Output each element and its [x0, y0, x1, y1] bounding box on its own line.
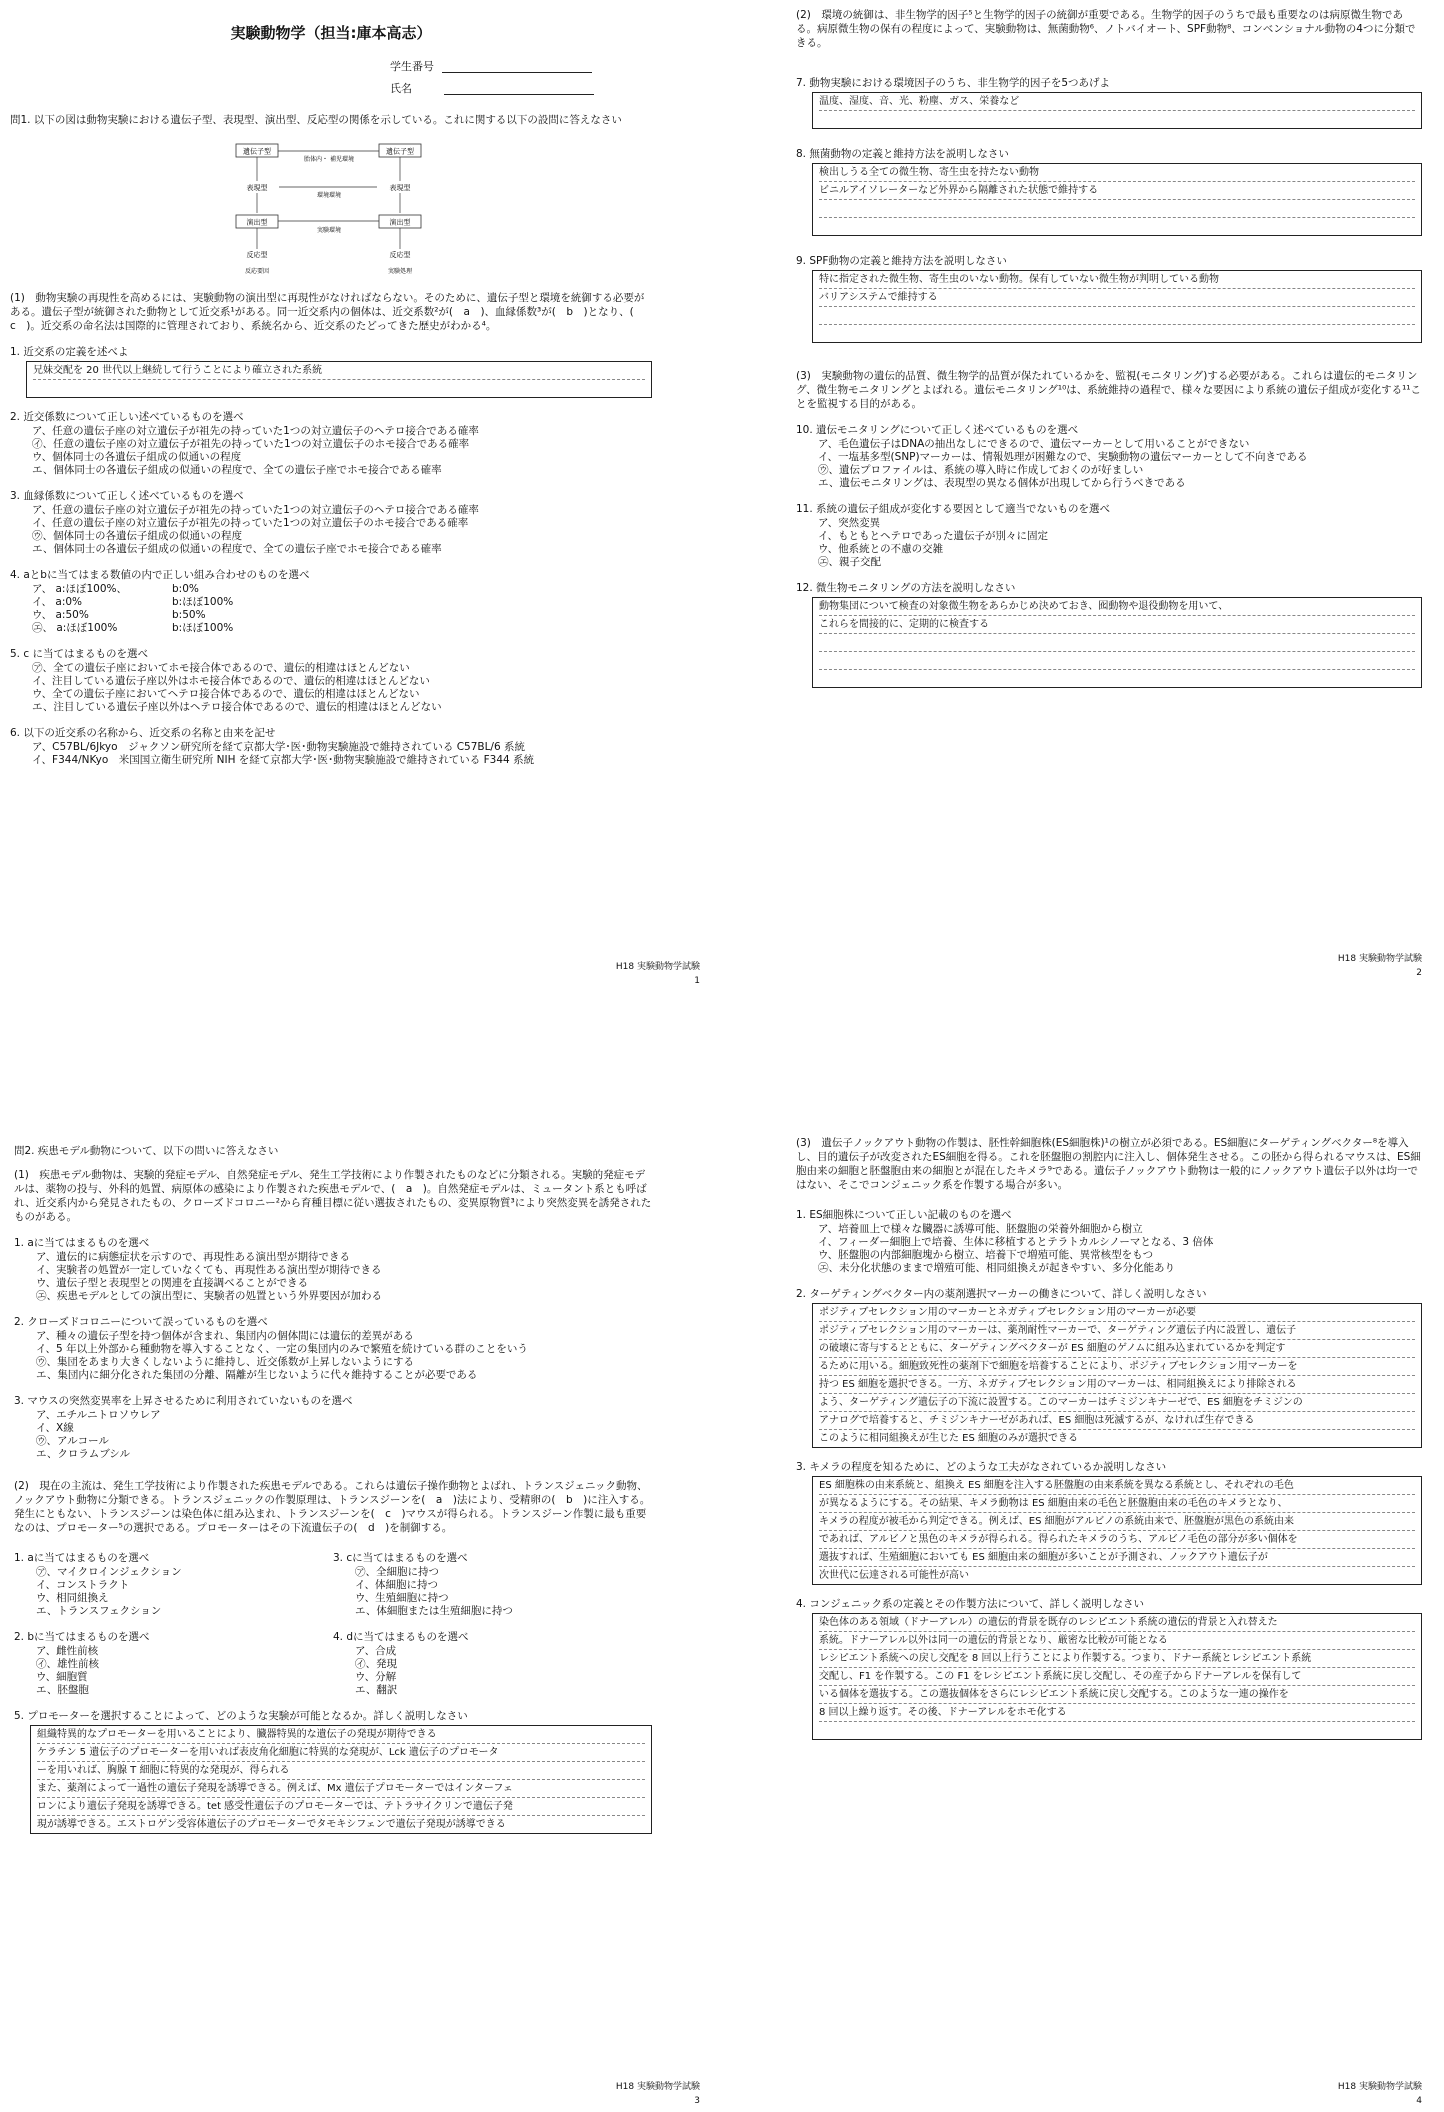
option[interactable]: ウ、他系統との不慮の交雑 — [818, 543, 944, 555]
option[interactable]: エ、翻訳 — [355, 1684, 398, 1696]
option[interactable]: イ、注目している遺伝子座以外はホモ接合体であるので、遺伝的相違はほとんどない — [32, 675, 430, 687]
question-11: 11. 系統の遺伝子組成が変化する要因として適当でないものを選べ — [796, 503, 1111, 515]
page-number: 3 — [694, 2096, 700, 2106]
options-s3 — [355, 1566, 652, 1618]
question-4-2: 2. ターゲティングベクター内の薬剤選択マーカーの働きについて、詳しく説明しなさい — [796, 1288, 1207, 1300]
footer-text: H18 実験動物学試験 — [1337, 2082, 1422, 2092]
diagram-reaction-right: 反応型 — [389, 251, 411, 259]
exam-title: 実験動物学（担当:庫本高志） — [230, 24, 432, 42]
diagram-exp-env: 実験環境 — [316, 227, 342, 234]
option[interactable]: ㋒、個体同士の各遺伝子組成の似通いの程度 — [32, 530, 242, 542]
answer-line: 系統。ドナーアレル以外は同一の遺伝的背景となり、厳密な比較が可能となる — [819, 1632, 1415, 1650]
question-1-5: 5. c に当てはまるものを選べ — [10, 648, 148, 660]
answer-line: ロンにより遺伝子発現を誘導できる。tet 感受性遺伝子のプロモーターでは、テトラサイクリンで遺伝子発 — [37, 1798, 645, 1816]
answer-line: 組織特異的なプロモーターを用いることにより、臓器特異的な遺伝子の発現が期待できる — [37, 1726, 645, 1744]
options-4-1 — [818, 1223, 1422, 1275]
option[interactable]: イ、フィーダー細胞上で培養、生体に移植するとテラトカルシノーマとなる、3 倍体 — [818, 1236, 1214, 1248]
page-number: 4 — [1416, 2096, 1422, 2106]
question-1-2: 2. 近交係数について正しい述べているものを選べ — [10, 411, 244, 423]
diagram-label-a: 反応要因 — [244, 268, 270, 275]
options-1-6 — [32, 741, 652, 767]
student-number-label: 学生番号 — [390, 60, 434, 73]
student-number-field[interactable] — [390, 55, 652, 77]
answer-line: 8 回以上繰り返す。その後、ドナーアレルをホモ化する — [819, 1704, 1415, 1722]
answer-line: 選抜すれば、生殖細胞においても ES 細胞由来の細胞が多いことが予測され、ノックアウト遺伝子が — [819, 1549, 1415, 1567]
option[interactable]: エ、クロラムブシル — [36, 1448, 131, 1460]
page-footer — [616, 2080, 700, 2108]
answer-line: ES 細胞株の由来系統と、組換え ES 細胞を注入する胚盤胞の由来系統を異なる系統とし、それぞれの毛色 — [819, 1477, 1415, 1495]
sub-question-row-1 — [14, 1539, 652, 1618]
option[interactable]: エ、体細胞または生殖細胞に持つ — [355, 1605, 513, 1617]
answer-box-2-5[interactable] — [30, 1725, 652, 1834]
page-number: 1 — [694, 976, 700, 986]
option-b: b:50% — [172, 609, 206, 621]
answer-box-12[interactable] — [812, 597, 1422, 688]
option[interactable]: イ、もともとヘテロであった遺伝子が別々に固定 — [818, 530, 1048, 542]
exam-page-4 — [722, 1056, 1444, 2112]
option[interactable]: エ、胚盤胞 — [36, 1684, 89, 1696]
question-2-5: 5. プロモーターを選択することによって、どのような実験が可能となるか。詳しく説明しなさい — [14, 1710, 468, 1722]
answer-line — [819, 1722, 1415, 1739]
options-2-2 — [36, 1330, 652, 1382]
paragraph-1: (1) 動物実験の再現性を高めるには、実験動物の演出型に再現性がなければならない。そのために、遺伝子型と環境を統御する必要がある。遺伝子型が統御された動物として近交系¹がある。同一近交系内の個体は、近交系数²が( a )、血縁係数³が( b )となり、( c )。近交系の命名法は国際的に管理されており、系統名から、近交系のたどってきた歴史がわかる⁴。 — [10, 292, 645, 332]
answer-box-4-4[interactable] — [812, 1613, 1422, 1740]
options-11 — [818, 517, 1422, 569]
answer-line: が異なるようにする。その結果、キメラ動物は ES 細胞由来の毛色と胚盤胞由来の毛色のキメラとなり、 — [819, 1495, 1415, 1513]
question-1-1: 1. 近交系の定義を述べよ — [10, 346, 129, 358]
answer-line — [819, 307, 1415, 325]
option[interactable]: エ、遺伝モニタリングは、表現型の異なる個体が出現してから行うべきである — [818, 477, 1186, 489]
answer-line: 持つ ES 細胞を選択できる。一方、ネガティブセレクション用のマーカーは、相同組換えにより排除される — [819, 1376, 1415, 1394]
sub-question-2: 2. bに当てはまるものを選べ — [14, 1631, 150, 1643]
paragraph-2: (2) 環境の統御は、非生物学的因子⁵と生物学的因子の統御が重要である。生物学的因子のうちで最も重要なのは病原微生物である。病原微生物の保有の程度によって、実験動物は、無菌動物⁶、ノトバイオート、SPF動物⁸、コンベンショナル動物の4つに分類できる。 — [796, 9, 1416, 49]
option[interactable] — [32, 596, 652, 609]
answer-line: 温度、湿度、音、光、粉塵、ガス、栄養など — [819, 93, 1415, 111]
paragraph-4-3: (3) 遺伝子ノックアウト動物の作製は、胚性幹細胞株(ES細胞株)¹の樹立が必須である。ES細胞にターゲティングベクター⁸を導入し、目的遺伝子が改変されたES細胞を得る。これを胚盤胞の割腔内に注入し、個体発生させる。この胚から得られるマウスは、ES細胞由来の細胞と胚盤胞由来の細胞とが混在したキメラ⁹である。遺伝子ノックアウト動物は一般的にノックアウト遺伝子以外は均一ではない、そこでコンジェニック系を作製する場合が多い。 — [796, 1137, 1421, 1191]
option[interactable]: エ、個体同士の各遺伝子組成の似通いの程度で、全ての遺伝子座でホモ接合である確率 — [32, 543, 442, 555]
question-1-6: 6. 以下の近交系の名称から、近交系の名称と由来を記せ — [10, 727, 276, 739]
answer-line: レシピエント系統への戻し交配を 8 回以上行うことにより作製する。つまり、ドナー系統とレシピエント系統 — [819, 1650, 1415, 1668]
option[interactable]: ウ、細胞質 — [36, 1671, 88, 1683]
answer-line: 染色体のある領域（ドナーアレル）の遺伝的背景を既存のレシピエント系統の遺伝的背景と入れ替えた — [819, 1614, 1415, 1632]
option-a: イ、 a:0% — [32, 596, 83, 608]
diagram-pheno-left: 表現型 — [246, 184, 268, 192]
option[interactable]: イ、コンストラクト — [36, 1579, 130, 1591]
answer-box-4-3[interactable] — [812, 1476, 1422, 1585]
option[interactable]: ㋓、疾患モデルとしての演出型に、実験者の処置という外界要因が加わる — [36, 1290, 382, 1302]
option[interactable]: ㋒、アルコール — [36, 1435, 109, 1447]
option: イ、F344/NKyo 米国国立衛生研究所 NIH を経て京都大学･医･動物実験施設で維持されている F344 系統 — [32, 754, 535, 766]
answer-box-9[interactable] — [812, 270, 1422, 343]
diagram-env2: 環境環境 — [316, 192, 342, 199]
answer-line — [819, 634, 1415, 652]
option[interactable] — [32, 622, 652, 635]
answer-box-1-1[interactable] — [26, 361, 652, 398]
option[interactable]: エ、注目している遺伝子座以外はヘテロ接合体であるので、遺伝的相違はほとんどない — [32, 701, 442, 713]
option[interactable]: ㋑、雄性前核 — [36, 1658, 99, 1670]
option[interactable]: ア、エチルニトロソウレア — [36, 1409, 161, 1421]
options-s2 — [36, 1645, 333, 1697]
option[interactable]: ㋐、マイクロインジェクション — [36, 1566, 182, 1578]
answer-line: 検出しうる全ての微生物、寄生虫を持たない動物 — [819, 164, 1415, 182]
option[interactable]: ウ、分解 — [355, 1671, 397, 1683]
page-number: 2 — [1416, 968, 1422, 978]
answer-line: ビニルアイソレーターなど外界から隔離された状態で維持する — [819, 182, 1415, 200]
answer-box-4-2[interactable] — [812, 1303, 1422, 1448]
option[interactable]: ア、種々の遺伝子型を持つ個体が含まれ、集団内の個体間には遺伝的差異がある — [36, 1330, 414, 1342]
option-b: b:ほぼ100% — [172, 596, 234, 608]
answer-line: バリアシステムで維持する — [819, 289, 1415, 307]
answer-line: これらを間接的に、定期的に検査する — [819, 616, 1415, 634]
options-2-1 — [36, 1251, 652, 1303]
diagram-label-b: 実験処理 — [387, 268, 413, 275]
question-12: 12. 微生物モニタリングの方法を説明しなさい — [796, 582, 1016, 594]
option-b: b:0% — [172, 583, 199, 595]
options-1-3 — [32, 504, 652, 556]
answer-line: キメラの程度が被毛から判定できる。例えば、ES 細胞がアルビノの系統由来で、胚盤胞が黒色の系統由来 — [819, 1513, 1415, 1531]
diagram-pheno-right: 表現型 — [389, 184, 411, 192]
answer-line: よう、ターゲティング遺伝子の下流に設置する。このマーカーはチミジンキナーゼで、ES 細胞をチミジンの — [819, 1394, 1415, 1412]
options-1-5 — [32, 662, 652, 714]
option[interactable]: ㋒、集団をあまり大きくしないように維持し、近交係数が上昇しないようにする — [36, 1356, 414, 1368]
diagram-dramatype-right: 演出型 — [389, 218, 411, 227]
answer-line: 交配し、F1 を作製する。この F1 をレシピエント系統に戻し交配し、その産子からドナーアレルを保有して — [819, 1668, 1415, 1686]
option[interactable]: イ、体細胞に持つ — [355, 1579, 439, 1591]
question-4-3: 3. キメラの程度を知るために、どのような工夫がなされているか説明しなさい — [796, 1461, 1167, 1473]
option[interactable]: ウ、全ての遺伝子座においてヘテロ接合体であるので、遺伝的相違はほとんどない — [32, 688, 420, 700]
answer-line: るために用いる。細胞致死性の薬剤下で細胞を培養することにより、ポジティブセレクション用マーカーを — [819, 1358, 1415, 1376]
question-1-3: 3. 血縁係数について正しく述べているものを選べ — [10, 490, 244, 502]
sub-question-3: 3. cに当てはまるものを選べ — [333, 1552, 468, 1564]
option[interactable]: ㋒、遺伝プロファイルは、系統の導入時に作成しておくのが好ましい — [818, 464, 1144, 476]
answer-line: いる個体を選抜する。この選抜個体をさらにレシピエント系統に戻し交配する。このような一連の操作を — [819, 1686, 1415, 1704]
option[interactable]: イ、5 年以上外部から種動物を導入することなく、一定の集団内のみで繁殖を続けている群のことをいう — [36, 1343, 528, 1355]
option[interactable]: イ、一塩基多型(SNP)マーカーは、情報処理が困難なので、実験動物の遺伝マーカーとして不向きである — [818, 451, 1308, 463]
diagram-gene-left: 遺伝子型 — [243, 147, 271, 156]
option[interactable]: ア、任意の遺伝子座の対立遺伝子が祖先の持っていた1つの対立遺伝子のヘテロ接合である確率 — [32, 425, 479, 437]
diagram-env-mid: 胎体内・ 補児環境 — [304, 156, 354, 163]
answer-line: また、薬剤によって一過性の遺伝子発現を誘導できる。例えば、Mx 遺伝子プロモーターではインターフェ — [37, 1780, 645, 1798]
answer-box-7[interactable] — [812, 92, 1422, 129]
options-s1 — [36, 1566, 333, 1618]
option[interactable]: ㋐、全細胞に持つ — [355, 1566, 439, 1578]
sub-question-1: 1. aに当てはまるものを選べ — [14, 1552, 150, 1564]
option-a: ㋓、 a:ほぼ100% — [32, 622, 118, 634]
options-2-3 — [36, 1409, 652, 1461]
options-s4 — [355, 1645, 652, 1697]
name-label: 氏名 — [390, 82, 412, 95]
page-footer — [1338, 2080, 1422, 2108]
answer-line: ーを用いれば、胸腺 T 細胞に特異的な発現が、得られる — [37, 1762, 645, 1780]
option[interactable]: ㋓、親子交配 — [818, 556, 881, 568]
options-1-2 — [32, 425, 652, 477]
option[interactable]: ㋐、全ての遺伝子座においてホモ接合体であるので、遺伝的相違はほとんどない — [32, 662, 410, 674]
name-field[interactable] — [390, 77, 652, 99]
paragraph-3-1: (1) 疾患モデル動物は、実験的発症モデル、自然発症モデル、発生工学技術により作製されたものなどに分類される。実験的発症モデルは、薬物の投与、外科的処置、病原体の感染により作製された疾患モデルで、( a )。自然発症モデルは、ミュータント系とも呼ばれ、近交系内から発見されたもの、クローズドコロニー²から育種目標に従い選抜されたもの、変異原物質³により突然変異を誘発されたものがある。 — [14, 1169, 652, 1223]
option[interactable]: エ、集団内に細分化された集団の分離、隔離が生じないように代々維持することが必要である — [36, 1369, 478, 1381]
question-2-intro: 問2. 疾患モデル動物について、以下の問いに答えなさい — [14, 1145, 279, 1157]
exam-page-2 — [722, 0, 1444, 1056]
option[interactable]: ㋑、発現 — [355, 1658, 397, 1670]
option-a: ウ、 a:50% — [32, 609, 89, 621]
options-1-4 — [32, 583, 652, 635]
diagram-gene-right: 遺伝子型 — [386, 147, 414, 156]
answer-line: の破壊に寄与するとともに、ターゲティングベクターが ES 細胞のゲノムに組み込まれているかを判定す — [819, 1340, 1415, 1358]
option[interactable] — [32, 583, 652, 596]
option[interactable]: ア、雌性前核 — [36, 1645, 99, 1657]
answer-line — [819, 670, 1415, 687]
footer-text: H18 実験動物学試験 — [615, 2082, 700, 2092]
genotype-phenotype-diagram — [231, 141, 431, 281]
answer-line: 兄妹交配を 20 世代以上継続して行うことにより確立された系統 — [33, 362, 645, 380]
option[interactable]: ウ、相同組換え — [36, 1592, 109, 1604]
answer-line: 動物集団について検査の対象微生物をあらかじめ決めておき、囮動物や退役動物を用いて、 — [819, 598, 1415, 616]
option-b: b:ほぼ100% — [172, 622, 234, 634]
answer-line: ケラチン 5 遺伝子のプロモーターを用いれば表皮角化細胞に特異的な発現が、Lck 遺伝子のプロモータ — [37, 1744, 645, 1762]
option[interactable]: ア、任意の遺伝子座の対立遺伝子が祖先の持っていた1つの対立遺伝子のヘテロ接合である確率 — [32, 504, 479, 516]
option[interactable]: ウ、生殖細胞に持つ — [355, 1592, 449, 1604]
answer-line — [819, 200, 1415, 218]
option-a: ア、 a:ほぼ100%、 — [32, 583, 127, 595]
question-2-3: 3. マウスの突然変異率を上昇させるために利用されていないものを選べ — [14, 1395, 353, 1407]
diagram-reaction-left: 反応型 — [246, 251, 268, 259]
question-8: 8. 無菌動物の定義と維持方法を説明しなさい — [796, 148, 1009, 160]
answer-line — [819, 111, 1415, 128]
question-2-1: 1. aに当てはまるものを選べ — [14, 1237, 150, 1249]
option[interactable]: ア、突然変異 — [818, 517, 881, 529]
student-fields — [390, 55, 652, 99]
answer-line — [819, 325, 1415, 342]
option[interactable]: ア、遺伝的に病態症状を示すので、再現性ある演出型が期待できる — [36, 1251, 350, 1263]
option[interactable] — [32, 609, 652, 622]
option[interactable]: エ、トランスフェクション — [36, 1605, 162, 1617]
option[interactable]: ア、毛色遺伝子はDNAの抽出なしにできるので、遺伝マーカーとして用いることができない — [818, 438, 1250, 450]
answer-line: 次世代に伝達される可能性が高い — [819, 1570, 969, 1581]
answer-line — [819, 218, 1415, 235]
option[interactable]: エ、個体同士の各遺伝子組成の似通いの程度で、全ての遺伝子座でホモ接合である確率 — [32, 464, 442, 476]
page-footer — [616, 960, 700, 988]
paragraph-3: (3) 実験動物の遺伝的品質、微生物学的品質が保たれているかを、監視(モニタリング)する必要がある。これらは遺伝的モニタリング、微生物モニタリングとよばれる。遺伝モニタリング¹⁰は、系統維持の過程で、様々な要因により系統の遺伝子組成が変化する¹¹ことを監視する目的がある。 — [796, 370, 1421, 410]
answer-box-8[interactable] — [812, 163, 1422, 236]
exam-page-3 — [0, 1056, 722, 2112]
options-10 — [818, 438, 1422, 490]
answer-line: 現が誘導できる。エストロゲン受容体遺伝子のプロモーターでタモキシフェンで遺伝子発現が誘導できる — [37, 1819, 506, 1830]
option[interactable]: イ、X線 — [36, 1422, 74, 1434]
answer-line — [33, 380, 645, 397]
answer-line: アナログで培養すると、チミジンキナーゼがあれば、ES 細胞は死滅するが、なければ生存できる — [819, 1412, 1415, 1430]
footer-text: H18 実験動物学試験 — [1337, 954, 1422, 964]
answer-line: であれば、アルビノと黒色のキメラが得られる。得られたキメラのうち、アルビノ毛色の部分が多い個体を — [819, 1531, 1415, 1549]
answer-line — [819, 652, 1415, 670]
question-4-1: 1. ES細胞株について正しい記載のものを選べ — [796, 1209, 1012, 1221]
exam-page-1 — [0, 0, 722, 1056]
question-7: 7. 動物実験における環境因子のうち、非生物学的因子を5つあげよ — [796, 77, 1111, 89]
question-2-2: 2. クローズドコロニーについて誤っているものを選べ — [14, 1316, 268, 1328]
option[interactable]: ア、培養皿上で様々な臓器に誘導可能、胚盤胞の栄養外細胞から樹立 — [818, 1223, 1143, 1235]
question-1-4: 4. aとbに当てはまる数値の内で正しい組み合わせのものを選べ — [10, 569, 310, 581]
answer-line: ポジティブセレクション用のマーカーは、薬剤耐性マーカーで、ターゲティング遺伝子内に設置し、遺伝子 — [819, 1322, 1415, 1340]
option: ア、C57BL/6Jkyo ジャクソン研究所を経て京都大学･医･動物実験施設で維持されている C57BL/6 系統 — [32, 741, 525, 753]
option[interactable]: ウ、遺伝子型と表現型との関連を直接調べることができる — [36, 1277, 309, 1289]
question-4-4: 4. コンジェニック系の定義とその作製方法について、詳しく説明しなさい — [796, 1598, 1145, 1610]
option[interactable]: イ、任意の遺伝子座の対立遺伝子が祖先の持っていた1つの対立遺伝子のホモ接合である確率 — [32, 517, 469, 529]
answer-line: このように相同組換えが生じた ES 細胞のみが選択できる — [819, 1433, 1079, 1444]
footer-text: H18 実験動物学試験 — [615, 962, 700, 972]
sub-question-row-2 — [14, 1618, 652, 1697]
option[interactable]: ウ、胚盤胞の内部細胞塊から樹立、培養下で増殖可能、異常核型をもつ — [818, 1249, 1154, 1261]
option[interactable]: ア、合成 — [355, 1645, 397, 1657]
diagram-dramatype-left: 演出型 — [246, 218, 268, 227]
question-10: 10. 遺伝モニタリングについて正しく述べているものを選べ — [796, 424, 1079, 436]
sub-question-4: 4. dに当てはまるものを選べ — [333, 1631, 469, 1643]
page-footer — [1338, 952, 1422, 980]
paragraph-3-2: (2) 現在の主流は、発生工学技術により作製された疾患モデルである。これらは遺伝子操作動物とよばれ、トランスジェニック動物、ノックアウト動物に分類できる。トランスジェニックの作製原理は、トランスジーンを( a )法により、受精卵の( b )に注入する。発生にともない、トランスジーンは染色体に組み込まれ、トランスジーンを( c )マウスが得られる。トランスジーン作製に最も重要なのは、プロモーター⁵の選択である。プロモーターはその下流遺伝子の( d )を制御する。 — [14, 1480, 651, 1534]
option[interactable]: ㋑、任意の遺伝子座の対立遺伝子が祖先の持っていた1つの対立遺伝子のホモ接合である確率 — [32, 438, 470, 450]
question-9: 9. SPF動物の定義と維持方法を説明しなさい — [796, 255, 1007, 267]
answer-line: ポジティブセレクション用のマーカーとネガティブセレクション用のマーカーが必要 — [819, 1304, 1415, 1322]
option[interactable]: ㋓、未分化状態のままで増殖可能、相同組換えが起きやすい、多分化能あり — [818, 1262, 1175, 1274]
option[interactable]: イ、実験者の処置が一定していなくても、再現性ある演出型が期待できる — [36, 1264, 382, 1276]
answer-line: 特に指定された微生物、寄生虫のいない動物。保有していない微生物が判明している動物 — [819, 271, 1415, 289]
option[interactable]: ウ、個体同士の各遺伝子組成の似通いの程度 — [32, 451, 242, 463]
question-1-intro: 問1. 以下の図は動物実験における遺伝子型、表現型、演出型、反応型の関係を示している。これに関する以下の設問に答えなさい — [10, 114, 622, 126]
